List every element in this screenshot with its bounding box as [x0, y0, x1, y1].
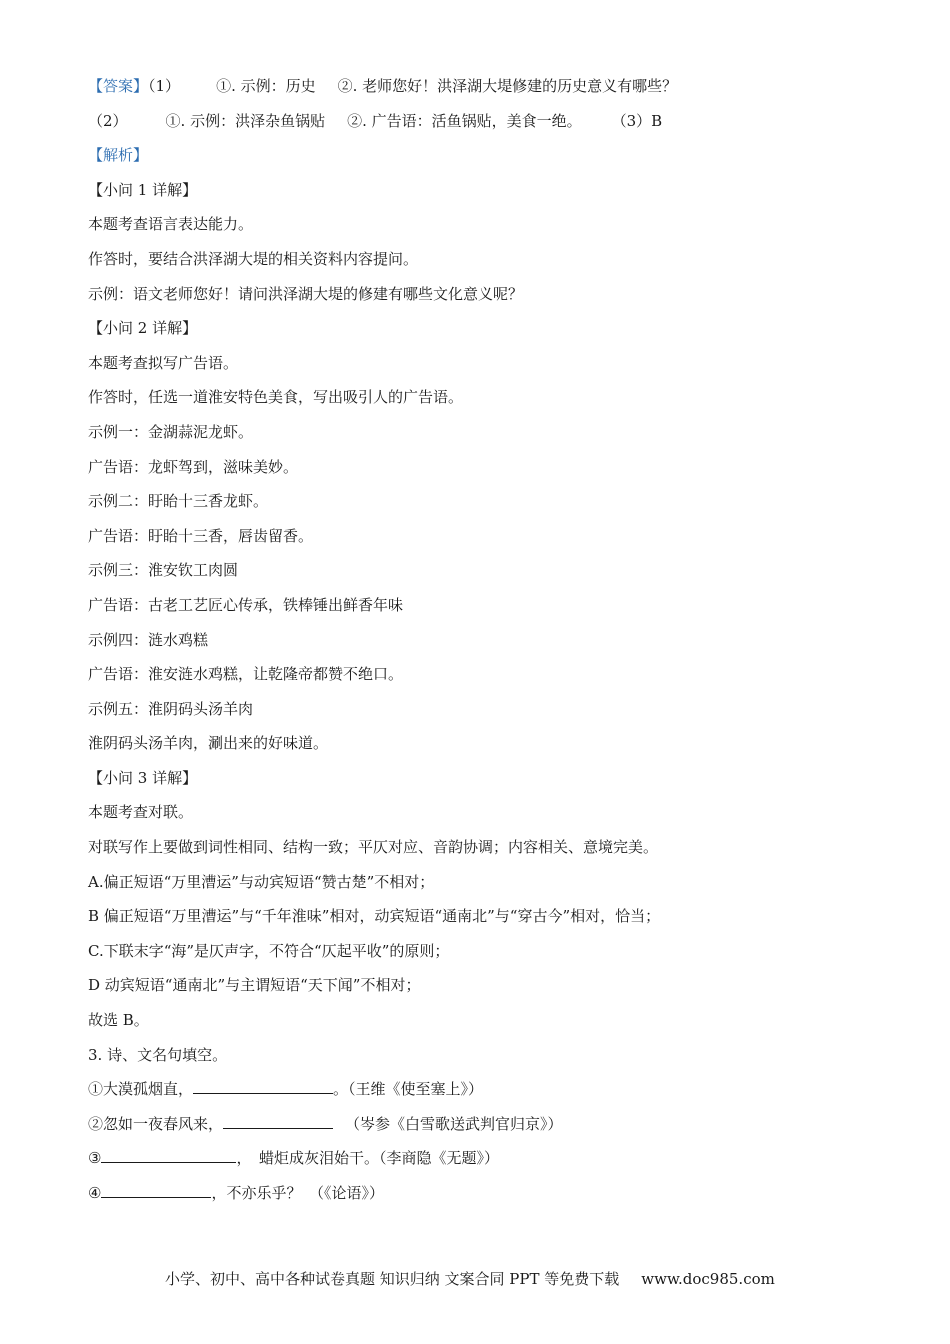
fill-blank	[101, 1145, 236, 1163]
text-line: 示例一：金湖蒜泥龙虾。	[88, 422, 254, 441]
text-line: 淮阴码头汤羊肉，涮出来的好味道。	[88, 734, 329, 753]
q1-number: （1）	[148, 77, 181, 95]
text-line: C.下联末字“海”是仄声字，不符合“仄起平收”的原则；	[88, 941, 450, 960]
q2-answer-a: ①. 示例：洪泽杂鱼锅贴	[165, 111, 326, 130]
q2-answer-b: ②. 广告语：活鱼锅贴，美食一绝。	[347, 111, 582, 130]
answer-line-1	[88, 72, 888, 107]
analysis-label: 【解析】	[88, 146, 149, 165]
poem-suffix: ，不亦乐乎？ （《论语》）	[211, 1184, 384, 1202]
text-line: 本题考查对联。	[88, 803, 194, 822]
text-line: 作答时，要结合洪泽湖大堤的相关资料内容提问。	[88, 249, 419, 268]
footer-text: 小学、初中、高中各种试卷真题 知识归纳 文案合同 PPT 等免费下载	[165, 1270, 620, 1288]
text-line: D 动宾短语“通南北”与主谓短语“天下闻”不相对；	[88, 976, 421, 995]
text-line: 3. 诗、文名句填空。	[88, 1045, 228, 1064]
text-line: B 偏正短语“万里漕运”与“千年淮味”相对，动宾短语“通南北”与“穿古今”相对，恰当；	[88, 907, 661, 926]
text-line: 【小问 3 详解】	[88, 768, 198, 787]
poem-prefix: ④	[88, 1184, 102, 1202]
poem-line-3	[88, 1144, 888, 1179]
text-line: 【小问 2 详解】	[88, 319, 198, 338]
text-line: 示例：语文老师您好！请问洪泽湖大堤的修建有哪些文化意义呢？	[88, 284, 524, 303]
poem-suffix: 。（王维《使至塞上》）	[333, 1080, 484, 1099]
fill-blank	[101, 1180, 211, 1198]
poem-line-2	[88, 1110, 888, 1145]
text-line: 广告语：龙虾驾到，滋味美妙。	[88, 457, 299, 476]
text-line: 广告语：盱眙十三香，唇齿留香。	[88, 526, 314, 545]
document-body	[88, 72, 888, 1214]
text-line: 本题考查语言表达能力。	[88, 215, 254, 234]
poem-prefix: ②忽如一夜春风来，	[88, 1114, 224, 1133]
q2-number: （2）	[88, 111, 128, 130]
page-footer	[165, 1268, 865, 1289]
q3-answer: （3）B	[611, 111, 663, 130]
text-line: 对联写作上要做到词性相同、结构一致；平仄对应、音韵协调；内容相关、意境完美。	[88, 838, 659, 857]
text-line: 广告语：淮安涟水鸡糕，让乾隆帝都赞不绝口。	[88, 665, 404, 684]
poem-prefix: ①大漠孤烟直，	[88, 1080, 194, 1099]
text-line: 作答时，任选一道淮安特色美食，写出吸引人的广告语。	[88, 388, 464, 407]
text-line: 故选 B。	[88, 1011, 149, 1030]
footer-site-link[interactable]: www.doc985.com	[641, 1270, 775, 1288]
text-line: 示例二：盱眙十三香龙虾。	[88, 492, 269, 511]
poem-suffix: （岑参《白雪歌送武判官归京》）	[345, 1114, 563, 1133]
poem-prefix: ③	[88, 1149, 102, 1168]
text-line: 示例五：淮阴码头汤羊肉	[88, 699, 254, 718]
text-line: 示例四：涟水鸡糕	[88, 630, 209, 649]
poem-line-4	[88, 1179, 888, 1214]
text-line: A.偏正短语“万里漕运”与动宾短语“赞古楚”不相对；	[88, 872, 435, 891]
fill-blank	[223, 1111, 333, 1129]
text-line: 广告语：古老工艺匠心传承，铁棒锤出鲜香年味	[88, 595, 404, 614]
answer-line-2	[88, 107, 888, 142]
answer-label: 【答案】	[88, 77, 149, 95]
text-line: 本题考查拟写广告语。	[88, 353, 239, 372]
fill-blank	[193, 1076, 333, 1094]
q1-answer-a: ①. 示例：历史	[216, 77, 316, 95]
text-line: 示例三：淮安钦工肉圆	[88, 561, 239, 580]
q1-answer-b: ②. 老师您好！洪泽湖大堤修建的历史意义有哪些？	[337, 77, 678, 95]
poem-suffix: ， 蜡炬成灰泪始干。（李商隐《无题》）	[236, 1149, 499, 1168]
poem-line-1	[88, 1075, 888, 1110]
text-line: 【小问 1 详解】	[88, 180, 198, 199]
